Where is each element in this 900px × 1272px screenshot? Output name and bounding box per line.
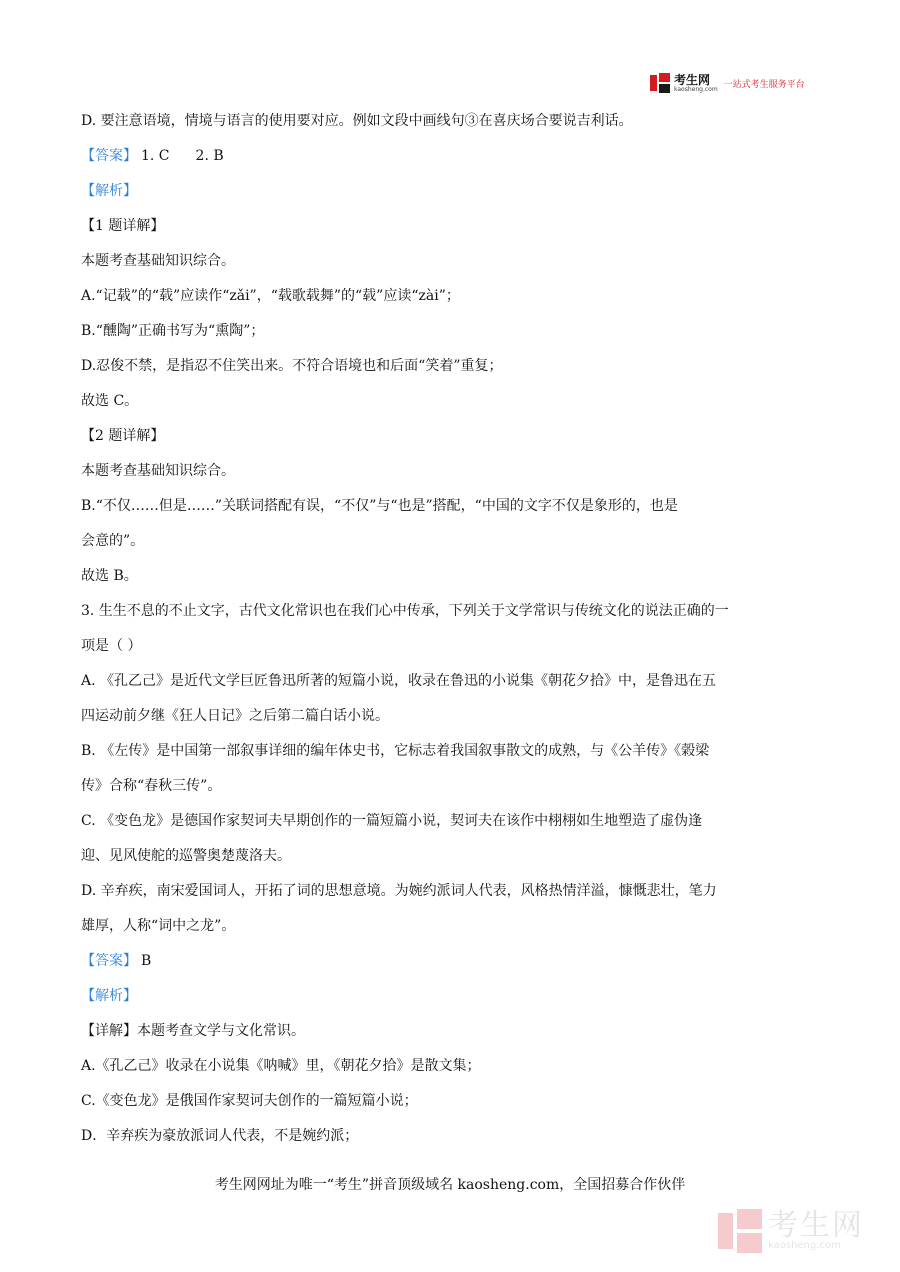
watermark <box>718 1206 888 1256</box>
logo-name: 考生网 <box>674 72 711 87</box>
answer-line <box>81 944 821 979</box>
document-body <box>81 104 821 1154</box>
option-a: 四运动前夕继《狂人日记》之后第二篇白话小说。 <box>81 708 389 724</box>
section-heading: 【1 题详解】 <box>81 218 165 234</box>
text-line: D.忍俊不禁，是指忍不住笑出来。不符合语境也和后面“笑着”重复； <box>81 358 503 374</box>
answer-value: 2. B <box>195 148 224 164</box>
text-line: 本题考查基础知识综合。 <box>81 463 235 479</box>
logo-wordmark <box>674 74 718 93</box>
text-line: C.《变色龙》是俄国作家契诃夫创作的一篇短篇小说； <box>81 1093 418 1109</box>
text-line: A.《孔乙己》收录在小说集《呐喊》里，《朝花夕拾》是散文集； <box>81 1058 481 1074</box>
kaosheng-watermark-icon <box>718 1209 762 1253</box>
text-line: B.“醺陶”正确书写为“熏陶”； <box>81 323 265 339</box>
answer-tag: 【答案】 <box>81 953 137 969</box>
text-line: 故选 C。 <box>81 393 139 409</box>
option-d: D. 辛弃疾，南宋爱国词人，开拓了词的思想意境。为婉约派词人代表，风格热情洋溢，慷慨悲壮，笔力 <box>81 883 717 899</box>
question-stem: 项是（ ） <box>81 638 142 654</box>
analysis-heading <box>81 174 821 209</box>
watermark-domain: kaosheng.com <box>768 1240 841 1251</box>
analysis-tag: 【解析】 <box>81 988 137 1004</box>
analysis-tag: 【解析】 <box>81 183 137 199</box>
answer-value: 1. C <box>141 148 170 164</box>
answer-tag: 【答案】 <box>81 148 137 164</box>
option-c: 迎、见风使舵的巡警奥楚蔑洛夫。 <box>81 848 291 864</box>
analysis-heading <box>81 979 821 1014</box>
answer-line <box>81 139 821 174</box>
option-d: 雄厚，人称“词中之龙”。 <box>81 918 236 934</box>
text-line: 故选 B。 <box>81 568 138 584</box>
question-stem: 3. 生生不息的不止文字，古代文化常识也在我们心中传承，下列关于文学常识与传统文化的说法正确的一 <box>81 603 729 619</box>
option-b: 传》合称“春秋三传”。 <box>81 778 222 794</box>
text-line: 本题考查基础知识综合。 <box>81 253 235 269</box>
logo-domain: kaosheng.com <box>674 85 718 93</box>
text-line: A.“记载”的“载”应读作“zǎi”，“载歌载舞”的“载”应读“zài”； <box>81 288 460 304</box>
text-line: B.“不仅……但是……”关联词搭配有误，“不仅”与“也是”搭配，“中国的文字不仅是象形的，也是 <box>81 498 678 514</box>
text-line: 【详解】本题考查文学与文化常识。 <box>81 1023 305 1039</box>
text-line: D. 要注意语境，情境与语言的使用要对应。例如文段中画线句③在喜庆场合要说吉利话。 <box>81 113 633 129</box>
section-heading: 【2 题详解】 <box>81 428 165 444</box>
kaosheng-logo-icon <box>650 73 670 93</box>
option-b: B. 《左传》是中国第一部叙事详细的编年体史书，它标志着我国叙事散文的成熟，与《公羊传》《榖梁 <box>81 743 710 759</box>
option-c: C. 《变色龙》是德国作家契诃夫早期创作的一篇短篇小说，契诃夫在该作中栩栩如生地塑造了虚伪逢 <box>81 813 703 829</box>
header-logo <box>650 70 825 96</box>
option-a: A. 《孔乙己》是近代文学巨匠鲁迅所著的短篇小说，收录在鲁迅的小说集《朝花夕拾》中，是鲁迅在五 <box>81 673 717 689</box>
watermark-name: 考生网 <box>768 1208 864 1243</box>
watermark-text <box>768 1208 864 1251</box>
page-footer: 考生网网址为唯一“考生”拼音顶级域名 kaosheng.com，全国招募合作伙伴 <box>214 1177 686 1193</box>
logo-slogan: 一站式考生服务平台 <box>723 79 805 90</box>
text-line: D．辛弃疾为豪放派词人代表，不是婉约派； <box>81 1128 359 1144</box>
answer-value: B <box>141 953 152 969</box>
text-line: 会意的”。 <box>81 533 145 549</box>
